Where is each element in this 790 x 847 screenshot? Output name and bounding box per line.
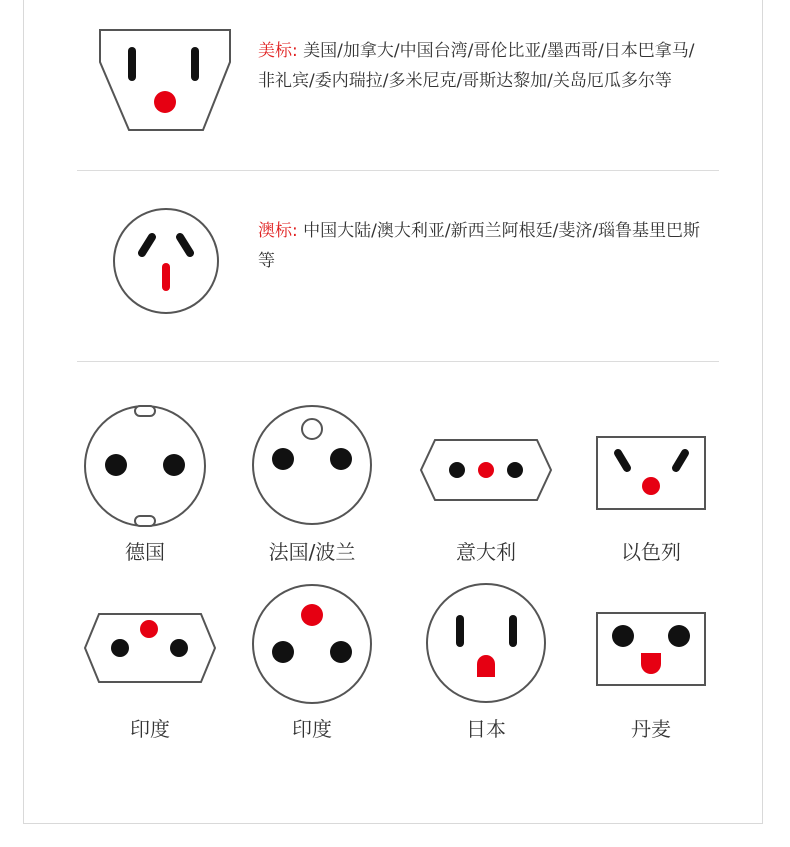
us-plug-icon bbox=[99, 28, 233, 134]
india-plug-large-icon bbox=[251, 583, 373, 705]
plug-caption-denmark: 丹麦 bbox=[631, 717, 671, 741]
plug-caption-israel: 以色列 bbox=[621, 540, 681, 564]
plug-caption-india-1: 印度 bbox=[130, 717, 170, 741]
plug-caption-india-2: 印度 bbox=[292, 717, 332, 741]
india-plug-small-icon bbox=[83, 612, 217, 684]
israel-plug-icon bbox=[596, 436, 706, 510]
plug-caption-france-poland: 法国/波兰 bbox=[268, 540, 356, 564]
denmark-plug-icon bbox=[596, 612, 706, 686]
japan-plug-icon bbox=[425, 582, 547, 704]
germany-plug-icon bbox=[83, 404, 207, 528]
au-standard-description bbox=[258, 216, 708, 276]
us-standard-label: 美标: bbox=[258, 41, 298, 61]
au-standard-label: 澳标: bbox=[258, 221, 298, 241]
italy-plug-icon bbox=[419, 438, 553, 502]
plug-caption-japan: 日本 bbox=[466, 717, 506, 741]
section-divider bbox=[77, 170, 719, 171]
plug-caption-italy: 意大利 bbox=[456, 540, 516, 564]
au-plug-icon bbox=[112, 207, 220, 315]
section-divider bbox=[77, 361, 719, 362]
france-poland-plug-icon bbox=[251, 404, 373, 526]
au-standard-countries: 中国大陆/澳大利亚/新西兰阿根廷/斐济/瑙鲁基里巴斯等 bbox=[258, 221, 701, 271]
plug-caption-germany: 德国 bbox=[125, 540, 165, 564]
us-standard-countries: 美国/加拿大/中国台湾/哥伦比亚/墨西哥/日本巴拿马/非礼宾/委内瑞拉/多米尼克/哥斯达黎加/关岛厄瓜多尔等 bbox=[258, 41, 695, 91]
us-standard-description bbox=[258, 36, 708, 96]
